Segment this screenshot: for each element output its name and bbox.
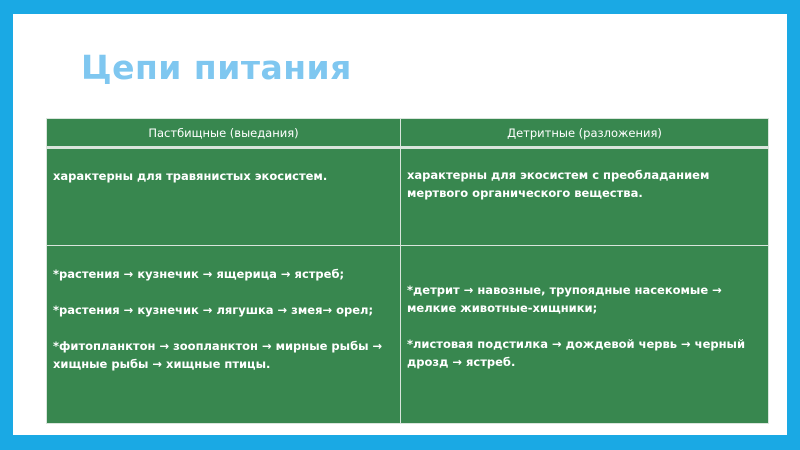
detrital-example: *детрит → навозные, трупоядные насекомые → мелкие животные-хищники; xyxy=(407,283,722,315)
grazing-example: *растения → кузнечик → ящерица → ястреб; xyxy=(53,267,345,281)
detrital-example: *листовая подстилка → дождевой червь → черный дрозд → ястреб. xyxy=(407,337,746,369)
header-grazing: Пастбищные (выедания) xyxy=(47,119,401,148)
food-chains-table xyxy=(46,118,769,424)
detrital-description: характерны для экосистем с преобладанием мертвого органического вещества. xyxy=(401,148,769,246)
table-row xyxy=(47,246,769,424)
table-row xyxy=(47,148,769,246)
grazing-example: *растения → кузнечик → лягушка → змея→ орел; xyxy=(53,303,374,317)
table-header-row xyxy=(47,119,769,148)
slide xyxy=(13,14,787,435)
detrital-examples xyxy=(401,246,769,424)
grazing-example: *фитопланктон → зоопланктон → мирные рыбы → хищные рыбы → хищные птицы. xyxy=(53,339,383,371)
grazing-examples xyxy=(47,246,401,424)
slide-title: Цепи питания xyxy=(81,48,352,87)
header-detrital: Детритные (разложения) xyxy=(401,119,769,148)
grazing-description: характерны для травянистых экосистем. xyxy=(47,148,401,246)
